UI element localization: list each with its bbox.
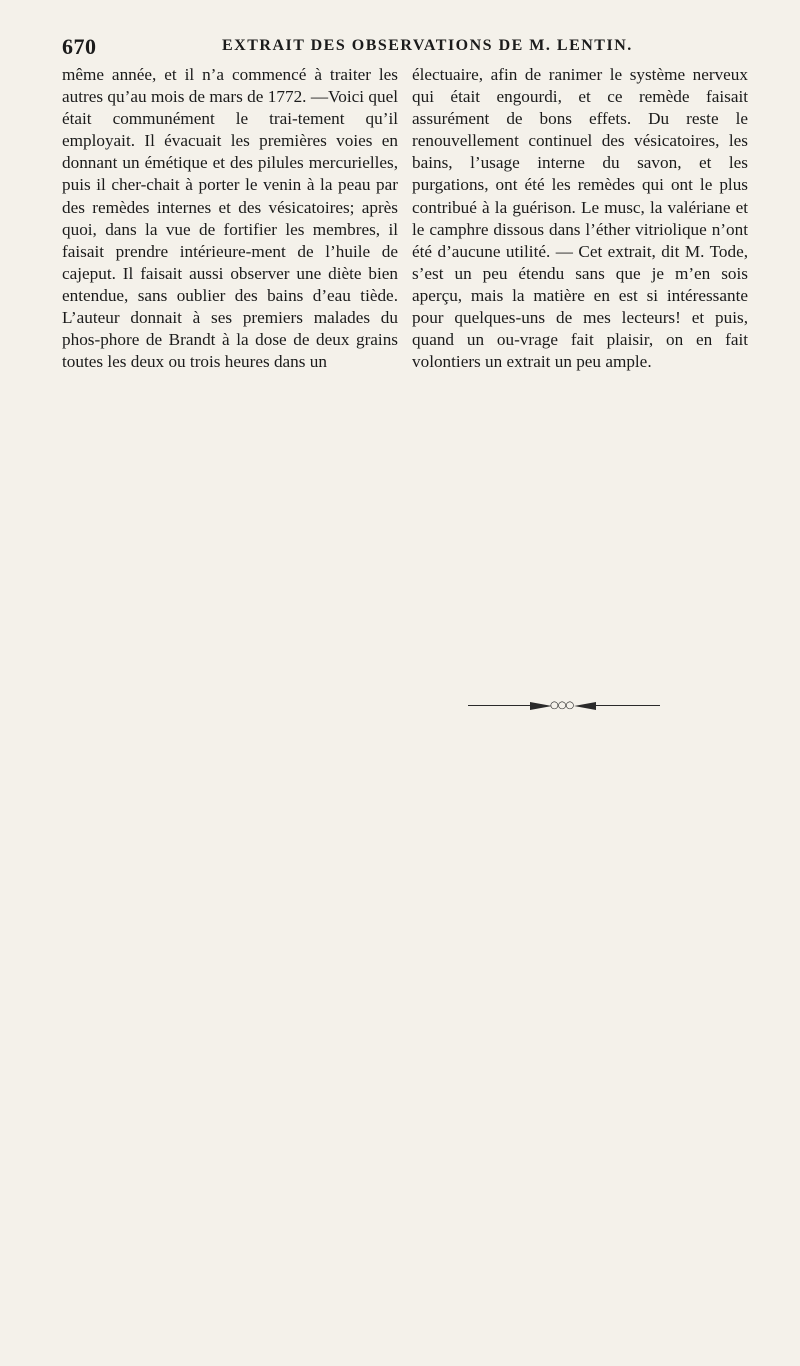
- ornament-wedge-right: [574, 702, 596, 710]
- left-column-paragraph: même année, et il n’a commencé à traiter les autres qu’au mois de mars de 1772. —Voici quel était communément le trai-tement qu’il employait. Il évacuait les premières voies en donnant un émétique et des pilules mercurielles, puis il cher-chait à porter le venin à la peau par des remèdes internes et des vésicatoires; après quoi, dans la vue de fortifier les membres, il faisait prendre intérieure-ment de l’huile de cajeput. Il faisait aussi observer une diète bien entendue, sans oublier des bains d’eau tiède. L’auteur donnait à ses premiers malades du phos-phore de Brandt à la dose de deux grains toutes les deux ou trois heures dans un: [62, 65, 398, 372]
- ornament-dots-icon: ○○○: [550, 700, 574, 711]
- page-number: 670: [62, 34, 97, 59]
- ornament-rule-left: [468, 705, 530, 706]
- ornament-rule-right: [596, 705, 660, 706]
- section-end-ornament: [468, 700, 660, 712]
- ornament-wedge-left: [530, 702, 552, 710]
- right-text-column: [412, 64, 748, 373]
- right-column-paragraph: électuaire, afin de ranimer le système nerveux qui était engourdi, et ce remède faisait assurément de bons effets. Du reste le renouvellement continuel des vésicatoires, les bains, l’usage interne du savon, et les purgations, ont été les remèdes qui ont le plus contribué à la guérison. Le musc, la valériane et le camphre dissous dans l’éther vitriolique n’ont été d’aucune utilité. — Cet extrait, dit M. Tode, s’est un peu étendu sans que je m’en sois aperçu, mais la matière en est si intéressante pour quelques-uns de mes lecteurs! et puis, quand un ou-vrage fait plaisir, on en fait volontiers un extrait un peu ample.: [412, 65, 748, 372]
- page-header: [62, 34, 722, 62]
- left-text-column: [62, 64, 398, 373]
- running-head: EXTRAIT DES OBSERVATIONS DE M. LENTIN.: [222, 37, 633, 54]
